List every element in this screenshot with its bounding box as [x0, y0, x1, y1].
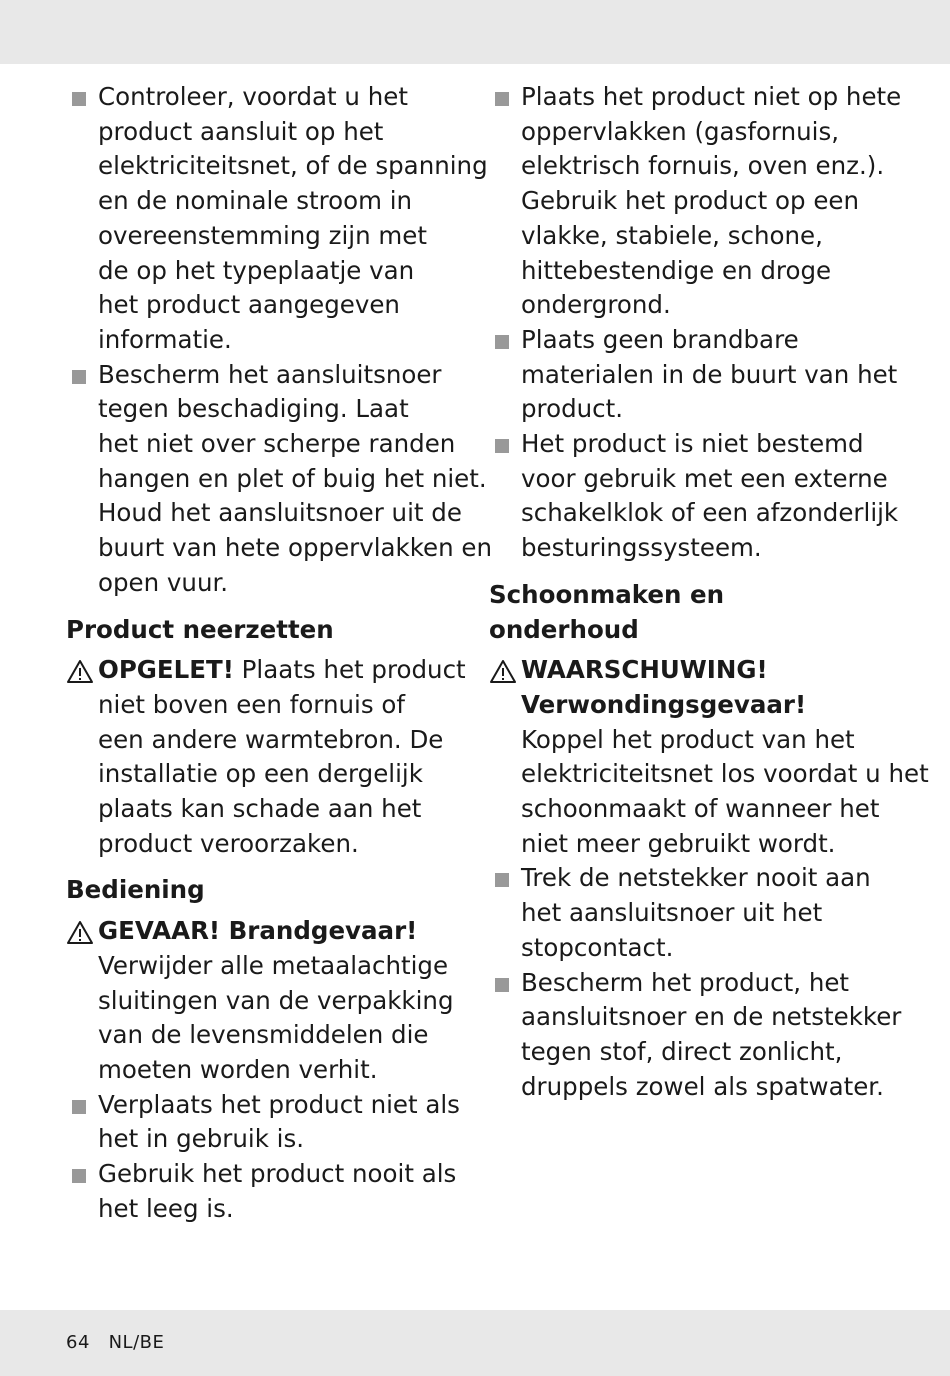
page-footer — [66, 1332, 164, 1353]
list-item: Verplaats het product niet als het in gebruik is. — [66, 1088, 466, 1157]
language-code: NL/BE — [108, 1332, 165, 1353]
warning-triangle-icon — [489, 659, 517, 684]
warning-sublabel: Verwondingsgevaar! — [521, 689, 807, 719]
section-heading-product: Product neerzetten — [66, 614, 334, 644]
warning-label: WAARSCHUWING! — [521, 655, 768, 685]
bullet-square-icon — [495, 92, 509, 106]
page-number: 64 — [66, 1332, 90, 1353]
header-band — [0, 0, 950, 64]
list-item: Bescherm het aansluitsnoer tegen beschadiging. Laat het niet over scherpe randen hangen en plet of buig het niet. Houd het aansluitsnoer uit de buurt van hete oppervlakken en open vuur. — [66, 358, 466, 601]
list-item: Het product is niet bestemd voor gebruik met een externe schakelklok of een afzonderlijk besturingssysteem. — [489, 427, 889, 566]
bullet-square-icon — [72, 370, 86, 384]
bullet-square-icon — [495, 978, 509, 992]
warning-block: OPGELET! Plaats het product niet boven een fornuis of een andere warmtebron. De installatie op een dergelijk plaats kan schade aan het product veroorzaken. — [66, 653, 466, 861]
bullet-square-icon — [72, 1169, 86, 1183]
list-item: Controleer, voordat u het product aansluit op het elektriciteitsnet, of de spanning en de nominale stroom in overeenstemming zijn met de op het typeplaatje van het product aangegeven informatie. — [66, 80, 466, 358]
list-item: Plaats het product niet op hete oppervlakken (gasfornuis, elektrisch fornuis, oven enz.). Gebruik het product op een vlakke, stabiele, schone, hittebestendige en droge ondergrond. — [489, 80, 889, 323]
section-heading-bediening: Bediening — [66, 875, 205, 905]
list-item: Trek de netstekker nooit aan het aansluitsnoer uit het stopcontact. — [489, 861, 889, 965]
section-heading-cleaning: Schoonmaken en onderhoud — [489, 579, 725, 644]
warning-label: GEVAAR! Brandgevaar! — [98, 916, 418, 946]
bullet-square-icon — [72, 92, 86, 106]
bullet-square-icon — [72, 1100, 86, 1114]
warning-label: OPGELET! — [98, 655, 234, 685]
list-item: Bescherm het product, het aansluitsnoer en de netstekker tegen stof, direct zonlicht, druppels zowel als spatwater. — [489, 966, 889, 1105]
bullet-square-icon — [495, 873, 509, 887]
right-column — [489, 80, 929, 1104]
warning-block: WAARSCHUWING! Verwondingsgevaar! Koppel het product van het elektriciteitsnet los voordat u het schoonmaakt of wanneer het niet meer gebruikt wordt. — [489, 653, 889, 861]
warning-block: GEVAAR! Brandgevaar! Verwijder alle metaalachtige sluitingen van de verpakking van de levensmiddelen die moeten worden verhit. — [66, 914, 466, 1088]
bullet-square-icon — [495, 439, 509, 453]
left-column — [66, 80, 493, 1227]
warning-triangle-icon — [66, 659, 94, 684]
bullet-square-icon — [495, 335, 509, 349]
warning-triangle-icon — [66, 920, 94, 945]
list-item: Plaats geen brandbare materialen in de buurt van het product. — [489, 323, 889, 427]
list-item: Gebruik het product nooit als het leeg is. — [66, 1157, 466, 1226]
